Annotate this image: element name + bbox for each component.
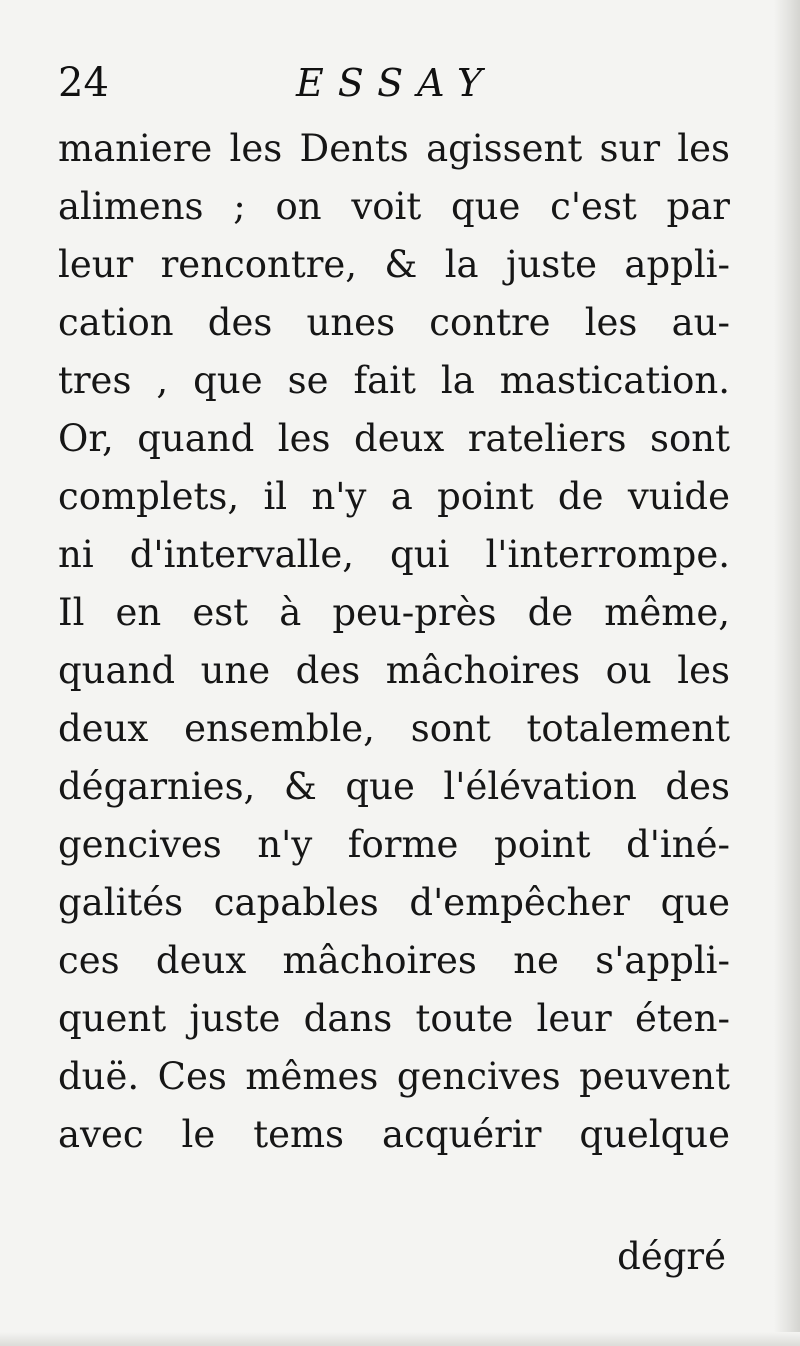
text-line: quent juste dans toute leur éten- <box>58 997 730 1040</box>
text-line: gencives n'y forme point d'iné- <box>58 823 730 866</box>
text-line: ni d'intervalle, qui l'interrompe. <box>58 533 730 576</box>
text-line: alimens ; on voit que c'est par <box>58 185 730 228</box>
text-line: cation des unes contre les au- <box>58 301 730 344</box>
text-line: quand une des mâchoires ou les <box>58 649 730 692</box>
text-line: deux ensemble, sont totalement <box>58 707 730 750</box>
page-edge-shadow <box>774 0 800 1346</box>
text-line: Il en est à peu-près de même, <box>58 591 730 634</box>
text-line: tres , que se fait la mastication. <box>58 359 730 402</box>
running-head: ESSAY <box>296 61 497 105</box>
text-line: avec le tems acquérir quelque <box>58 1113 730 1156</box>
page-bottom-edge <box>0 1332 800 1346</box>
text-line: leur rencontre, & la juste appli- <box>58 243 730 286</box>
text-line: maniere les Dents agissent sur les <box>58 127 730 170</box>
text-line: duë. Ces mêmes gencives peuvent <box>58 1055 730 1098</box>
catchword: dégré <box>617 1235 726 1278</box>
text-line: ces deux mâchoires ne s'appli- <box>58 939 730 982</box>
page-number: 24 <box>58 60 109 106</box>
text-line: Or, quand les deux rateliers sont <box>58 417 730 460</box>
text-line: galités capables d'empêcher que <box>58 881 730 924</box>
text-line: complets, il n'y a point de vuide <box>58 475 730 518</box>
text-line: dégarnies, & que l'élévation des <box>58 765 730 808</box>
page-header <box>58 58 738 108</box>
body-text <box>58 120 730 1164</box>
